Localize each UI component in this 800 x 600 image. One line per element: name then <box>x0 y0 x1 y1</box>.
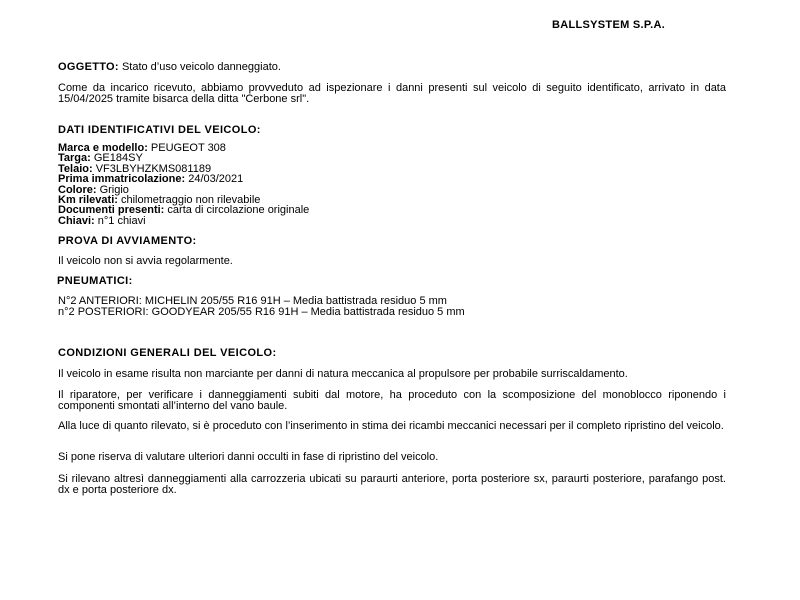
company-name: BALLSYSTEM S.P.A. <box>552 19 666 31</box>
vehicle-field-documents: Documenti presenti: carta di circolazione originale <box>58 204 310 217</box>
vehicle-field-mileage: Km rilevati: chilometraggio non rilevabile <box>58 194 261 207</box>
subject-text: Stato d’uso veicolo danneggiato. <box>121 61 281 73</box>
conditions-paragraph-5: Si rilevano altresì danneggiamenti alla carrozzeria ubicati su paraurti anteriore, porta posteriore sx, paraurti posteriore, parafango post. dx e porta posteriore dx. <box>58 473 726 496</box>
intro-paragraph: Come da incarico ricevuto, abbiamo provveduto ad ispezionare i danni presenti sul veicolo di seguito identificato, arrivato in data 15/04/2025 tramite bisarca della ditta "Cerbone srl". <box>58 82 726 105</box>
tyres-rear: n°2 POSTERIORI: GOODYEAR 205/55 R16 91H – Media battistrada residuo 5 mm <box>58 306 465 318</box>
startup-heading: PROVA DI AVVIAMENTO: <box>58 235 197 247</box>
conditions-paragraph-4: Si pone riserva di valutare ulteriori danni occulti in fase di ripristino del veicolo. <box>58 451 439 463</box>
vehicle-heading: DATI IDENTIFICATIVI DEL VEICOLO: <box>58 124 261 136</box>
vehicle-field-color: Colore: Grigio <box>58 183 129 196</box>
conditions-paragraph-2: Il riparatore, per verificare i danneggiamenti subiti dal motore, ha proceduto con la scomposizione del monoblocco riponendo i componenti smontati all’interno del vano baule. <box>58 389 726 412</box>
vehicle-field-vin: Telaio: VF3LBYHZKMS081189 <box>58 162 212 175</box>
tyres-front: N°2 ANTERIORI: MICHELIN 205/55 R16 91H – Media battistrada residuo 5 mm <box>58 295 447 307</box>
vehicle-field-plate: Targa: GE184SY <box>58 152 143 165</box>
conditions-paragraph-1: Il veicolo in esame risulta non marciante per danni di natura meccanica al propulsore per probabile surriscaldamento. <box>58 368 628 380</box>
startup-text: Il veicolo non si avvia regolarmente. <box>58 255 233 267</box>
subject-label: OGGETTO: <box>58 61 119 73</box>
tyres-heading: PNEUMATICI: <box>57 275 133 287</box>
vehicle-field-keys: Chiavi: n°1 chiavi <box>58 214 146 227</box>
tyres-list <box>58 296 726 318</box>
conditions-heading: CONDIZIONI GENERALI DEL VEICOLO: <box>58 347 277 359</box>
vehicle-fields <box>58 143 726 226</box>
subject-line <box>58 62 726 73</box>
conditions-paragraph-3: Alla luce di quanto rilevato, si è proceduto con l’inserimento in stima dei ricambi meccanici necessari per il completo ripristino del veicolo. <box>58 420 724 432</box>
vehicle-field-make: Marca e modello: PEUGEOT 308 <box>58 142 226 154</box>
vehicle-field-registration: Prima immatricolazione: 24/03/2021 <box>58 173 244 186</box>
